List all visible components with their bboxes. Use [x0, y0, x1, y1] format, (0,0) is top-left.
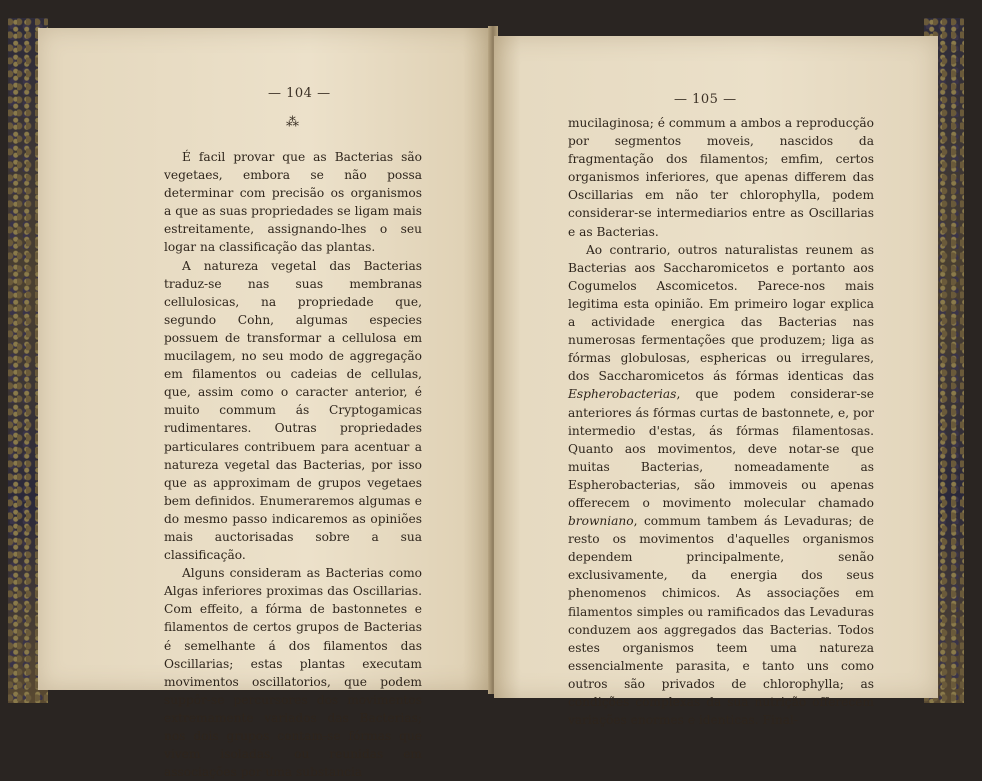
left-page [38, 28, 490, 780]
paragraph: Alguns consideram as Bacterias como Algas inferiores proximas das Oscillarias. Com effeito, a fórma de bastonnetes e filamentos de certos grupos de Bacterias é semelhante á dos filamentos das Oscillarias; estas plantas executam movimentos oscillatorios, que podem suppôr-se percursores dos movimentos extremamente variados das Bacterias; nos dois grupos contam-se fórmas que vivem isoladas, ou reunidas em associações por uma substancia [164, 566, 422, 780]
text-run: , que podem considerar-se anteriores ás fórmas curtas de bastonnete, e, por intermedio d'estas, ás fórmas filamentosas. Quanto aos movimentos, deve notar-se que muitas Bacterias, nomeadamente as Espherobacterias, são immoveis ou apenas offerecem o movimento molecular chamado [568, 387, 874, 510]
text-run: Ao contrario, outros naturalistas reunem as Bacterias aos Saccharomicetos e portanto aos Cogumelos Ascomicetos. Parece-nos mais legitima esta opinião. Em primeiro logar explica a actividade energica das Bacterias nas numerosas fermentações que produzem; liga as fórmas globulosas, esphericas ou irregulares, dos Saccharomicetos ás fórmas identicas das [568, 242, 874, 384]
paragraph: É facil provar que as Bacterias são vegetaes, embora se não possa determinar com precisão os organismos a que as suas propriedades se ligam mais estreitamente, assignando-lhes o seu logar na classificação das plantas. [164, 150, 422, 255]
paragraph: A natureza vegetal das Bacterias traduz-se nas suas membranas cellulosicas, na propriedade que, segundo Cohn, algumas especies possuem de transformar a cellulosa em mucilagem, no seu modo de aggregação em filamentos ou cadeias de cellulas, que, assim como o caracter anterior, é muito commum ás Cryptogamicas rudimentares. Outras propriedades particulares contribuem para acentuar a natureza vegetal das Bacterias, por isso que as approximam de grupos vegetaes bem definidos. Enumeraremos algumas e do mesmo passo indicaremos as opiniões mais auctorisadas sobre a sua classificação. [164, 258, 422, 563]
page-number-104: — 104 — [268, 86, 331, 101]
right-page-body [568, 114, 874, 729]
page-number-105: — 105 — [674, 92, 737, 107]
asterism-ornament: ⁂ [286, 115, 299, 130]
left-page-body [164, 148, 422, 781]
paragraph [568, 241, 874, 730]
italic-term: browniano [568, 514, 634, 529]
text-run: , commum tambem ás Levaduras; de resto os movimentos d'aquelles organismos dependem principalmente, senão exclusivamente, da energia dos seus phenomenos chimicos. As associações em filamentos simples ou ramificados das Levaduras conduzem aos aggregados das Bacterias. Todos estes organismos teem uma natureza essencialmente parasita, e tanto uns como outros são privados de chlorophylla; as condições complexas da sua nutrição offerecem variações enormes e identicas. Final- [568, 514, 874, 728]
right-page [494, 36, 938, 728]
italic-term: Espherobacterias [568, 387, 677, 402]
paragraph: mucilaginosa; é commum a ambos a reproducção por segmentos moveis, nascidos da fragmentação dos filamentos; emfim, certos organismos inferiores, que apenas differem das Oscillarias em não ter chlorophylla, podem considerar-se intermediarios entre as Oscillarias e as Bacterias. [568, 116, 874, 239]
